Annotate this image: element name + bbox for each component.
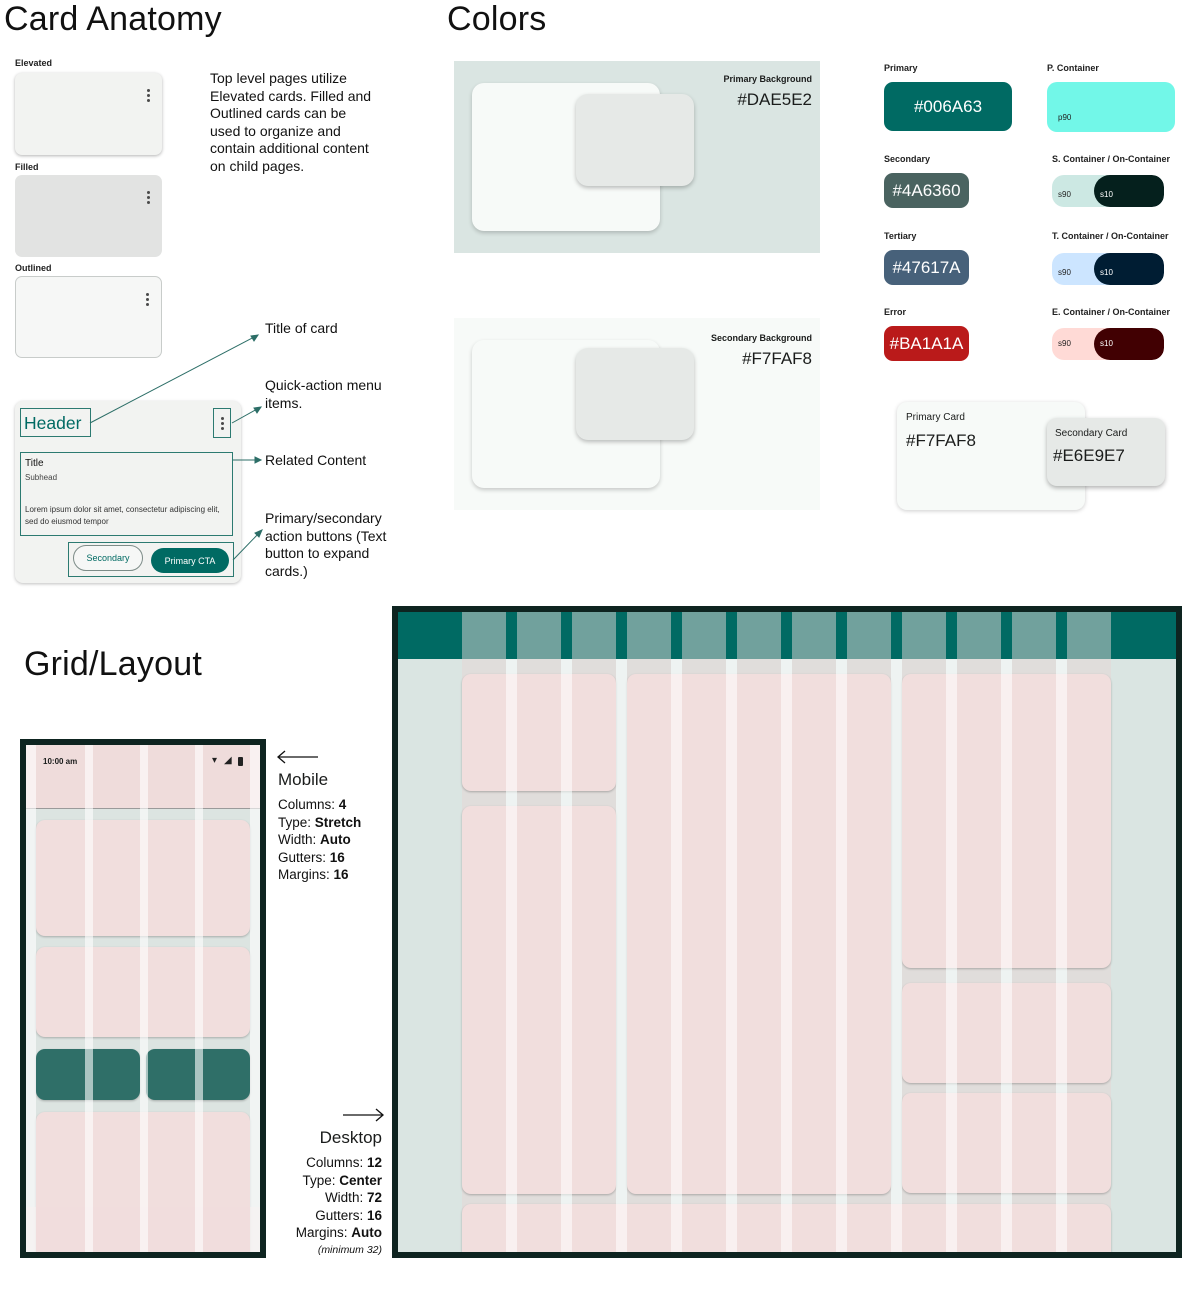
desktop-column-header bbox=[957, 612, 1001, 659]
t-container-label: T. Container / On-Container bbox=[1052, 231, 1169, 241]
primary-swatch-label: Primary bbox=[884, 63, 918, 73]
card-description: Top level pages utilize Elevated cards. Filled and Outlined cards can be used to organize and contain additional content on child pages. bbox=[210, 70, 372, 174]
spec-value: Center bbox=[339, 1172, 382, 1188]
desktop-card bbox=[462, 674, 616, 791]
desktop-column-header bbox=[627, 612, 671, 659]
right-arrow-icon bbox=[340, 1108, 386, 1122]
secondary-bg-label: Secondary Background bbox=[710, 333, 812, 343]
callout-title: Title of card bbox=[265, 320, 338, 336]
desktop-gutter bbox=[836, 659, 847, 1258]
desktop-label: Desktop bbox=[319, 1128, 382, 1147]
desktop-gutter bbox=[671, 659, 682, 1258]
filled-label: Filled bbox=[15, 162, 39, 172]
desktop-gutter bbox=[781, 659, 792, 1258]
secondary-button[interactable]: Secondary bbox=[73, 545, 143, 571]
content-body: Lorem ipsum dolor sit amet, consectetur adipiscing elit, sed do eiusmod tempor bbox=[25, 505, 220, 526]
desktop-column-header bbox=[902, 612, 946, 659]
secondary-card-hex: #E6E9E7 bbox=[1053, 446, 1125, 465]
primary-swatch: #006A63 bbox=[884, 82, 1012, 131]
mobile-gutter bbox=[195, 745, 203, 1252]
desktop-column-header bbox=[462, 612, 506, 659]
spec-key: Margins: bbox=[278, 867, 330, 883]
primary-bg-label: Primary Background bbox=[723, 74, 812, 84]
card-anatomy-title: Card Anatomy bbox=[4, 0, 222, 38]
mobile-grid-mock bbox=[20, 739, 266, 1258]
secondary-card-label: Secondary Card bbox=[1055, 428, 1128, 439]
tertiary-swatch: #47617A bbox=[884, 250, 969, 285]
mobile-margin bbox=[250, 745, 260, 1252]
t90-label: s90 bbox=[1052, 253, 1112, 285]
s-container-label: S. Container / On-Container bbox=[1052, 154, 1171, 164]
arrow-head bbox=[251, 335, 258, 341]
spec-key: Gutters: bbox=[278, 849, 327, 865]
s10-label: s10 bbox=[1094, 175, 1164, 207]
desktop-column-header bbox=[1012, 612, 1056, 659]
p90-label: p90 bbox=[1058, 113, 1072, 122]
desktop-gutter bbox=[616, 659, 627, 1258]
primary-cta-button[interactable]: Primary CTA bbox=[151, 548, 229, 573]
desktop-gutter bbox=[561, 659, 572, 1258]
spec-value: 72 bbox=[366, 1190, 382, 1206]
spec-key: Gutters: bbox=[315, 1207, 364, 1223]
desktop-card bbox=[462, 806, 616, 1194]
spec-key: Type: bbox=[302, 1172, 336, 1188]
desktop-column-header bbox=[682, 612, 726, 659]
outlined-label: Outlined bbox=[15, 263, 52, 273]
margins-note: minimum 32 bbox=[321, 1243, 379, 1256]
content-title: Title bbox=[25, 458, 44, 469]
callout-menu: Quick-action menu items. bbox=[265, 377, 382, 411]
tertiary-swatch-label: Tertiary bbox=[884, 231, 917, 241]
p-container-label: P. Container bbox=[1047, 63, 1099, 73]
desktop-column-header bbox=[792, 612, 836, 659]
secondary-background-panel bbox=[454, 318, 820, 510]
desktop-gutter bbox=[726, 659, 737, 1258]
desktop-column-header bbox=[517, 612, 561, 659]
spec-value: 12 bbox=[366, 1155, 382, 1170]
spec-value: Stretch bbox=[314, 814, 362, 830]
spec-value: 16 bbox=[366, 1207, 382, 1223]
desktop-column-header bbox=[737, 612, 781, 659]
s90-label: s90 bbox=[1052, 175, 1112, 207]
desktop-top-bar bbox=[398, 612, 1176, 659]
e-container-label: E. Container / On-Container bbox=[1052, 307, 1171, 317]
s-container-swatch bbox=[1052, 175, 1164, 207]
grid-title: Grid/Layout bbox=[24, 645, 202, 683]
secondary-sample-card bbox=[576, 94, 694, 186]
card-header: Header bbox=[24, 413, 82, 433]
secondary-swatch: #4A6360 bbox=[884, 173, 969, 208]
content-subhead: Subhead bbox=[25, 473, 58, 482]
t10-label: s10 bbox=[1094, 253, 1164, 285]
desktop-gutter bbox=[1001, 659, 1012, 1258]
desktop-grid-mock bbox=[392, 606, 1182, 1258]
secondary-card-sample bbox=[1047, 418, 1165, 486]
primary-bg-hex: #DAE5E2 bbox=[737, 90, 812, 109]
callout-actions: Primary/secondary action buttons (Text button to expand cards.) bbox=[265, 510, 387, 579]
left-arrow-icon bbox=[276, 750, 322, 764]
spec-value: Auto bbox=[320, 832, 351, 848]
callout-line-title bbox=[90, 336, 256, 423]
spec-key: Width: bbox=[278, 832, 317, 848]
spec-value: Auto bbox=[351, 1225, 382, 1241]
desktop-column-header bbox=[572, 612, 616, 659]
mobile-gutter bbox=[140, 745, 148, 1252]
desktop-spec: Columns: 12 Type: Center Width: 72 Gutters: 16 Margins: Auto (minimum 32) bbox=[295, 1155, 382, 1256]
mobile-gutter bbox=[85, 745, 93, 1252]
desktop-card bbox=[627, 674, 891, 1194]
primary-card-hex: #F7FAF8 bbox=[906, 431, 976, 450]
primary-background-panel bbox=[454, 61, 820, 253]
secondary-sample-card bbox=[576, 348, 694, 440]
desktop-gutter bbox=[891, 659, 902, 1258]
arrow-head bbox=[255, 457, 261, 463]
p-container-swatch bbox=[1047, 82, 1175, 132]
signal-icon: ◢ bbox=[224, 755, 232, 766]
desktop-gutter bbox=[506, 659, 517, 1258]
desktop-column-header bbox=[1067, 612, 1111, 659]
elevated-label: Elevated bbox=[15, 58, 53, 68]
mobile-label: Mobile bbox=[278, 770, 329, 789]
battery-icon bbox=[238, 757, 243, 766]
secondary-bg-hex: #F7FAF8 bbox=[742, 349, 812, 368]
spec-value: 4 bbox=[338, 797, 347, 812]
desktop-column-header bbox=[847, 612, 891, 659]
mobile-spec bbox=[278, 796, 361, 884]
desktop-gutter bbox=[1056, 659, 1067, 1258]
spec-key: Width: bbox=[324, 1190, 364, 1206]
e-container-swatch bbox=[1052, 328, 1164, 360]
spec-value: 16 bbox=[329, 849, 345, 865]
spec-key: Columns: bbox=[306, 1155, 364, 1170]
mobile-time: 10:00 am bbox=[43, 757, 78, 766]
callout-line-actions bbox=[233, 532, 260, 560]
spec-value: 16 bbox=[333, 867, 349, 883]
spec-key: Type: bbox=[278, 814, 312, 830]
colors-title: Colors bbox=[447, 0, 547, 38]
primary-card-label: Primary Card bbox=[906, 412, 965, 423]
mobile-margin bbox=[26, 745, 36, 1252]
error-swatch-label: Error bbox=[884, 307, 907, 317]
arrow-head bbox=[254, 407, 261, 413]
wifi-icon: ▾ bbox=[212, 755, 218, 766]
spec-key: Columns: bbox=[278, 797, 336, 812]
secondary-swatch-label: Secondary bbox=[884, 154, 931, 164]
e90-label: s90 bbox=[1052, 328, 1112, 360]
desktop-gutter bbox=[946, 659, 957, 1258]
t-container-swatch bbox=[1052, 253, 1164, 285]
error-swatch: #BA1A1A bbox=[884, 326, 969, 361]
spec-key: Margins: bbox=[295, 1225, 348, 1241]
e10-label: s10 bbox=[1094, 328, 1164, 360]
callout-content: Related Content bbox=[265, 452, 367, 468]
